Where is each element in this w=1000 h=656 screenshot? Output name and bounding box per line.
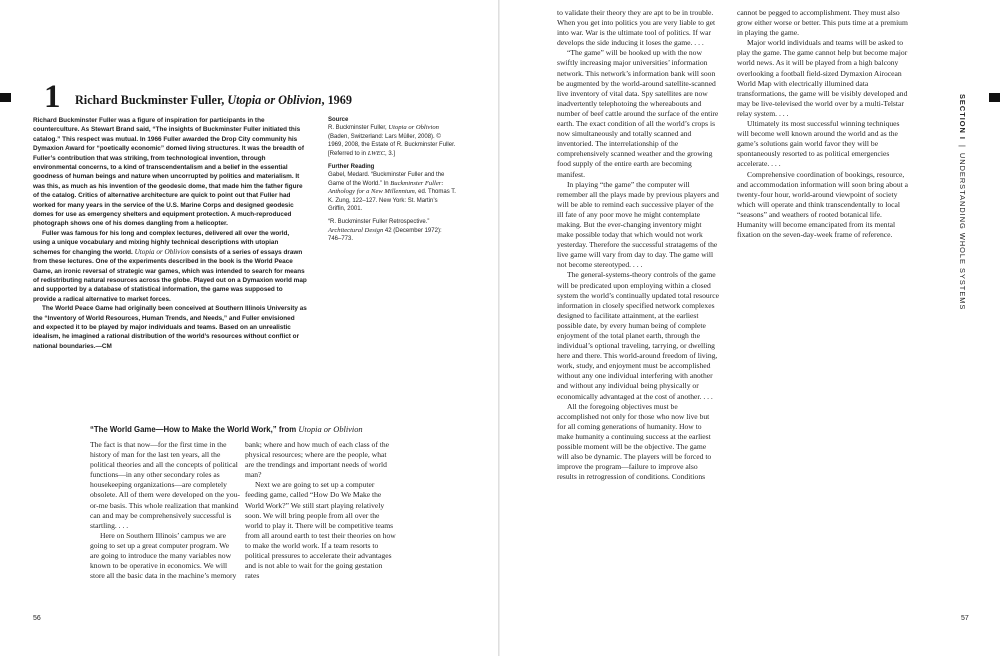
source-block <box>328 116 456 158</box>
excerpt-heading: “The World Game—How to Make the World Work,” from Utopia or Oblivion <box>90 425 363 434</box>
body-paragraph: The general-systems-theory controls of the game will be predicated upon employing within a closed system the world’s continually updated total resource information in closely specified network complexes designed to facilitate attainment, at the earliest possible date, by every human being of complete enjoyment of the total planet earth, through the individual’s optional traveling, tarrying, or dwelling here and there. This world-around freedom of living, work, study, and enjoyment must be accomplished without any one individual interfering with another and without any individual being physically or economically advantaged at the cost of another. . . . <box>557 270 719 401</box>
body-paragraph: “The game” will be hooked up with the now swiftly increasing major universities’ information network. This network’s information bank will soon be augmented by the world-around satellite-scanned live inventory of vital data. Spy satellites are now inadvertently telephotoing the whereabouts and number of beef cattle around the surface of the entire earth. The exact condition of all the world’s crops is now simultaneously and totally scanned and inventoried. The interrelationship of the comprehensively scanned weather and the growing food supply of the entire earth are becoming manifest. <box>557 48 719 179</box>
body-column <box>90 440 240 581</box>
intro-paragraph: The World Peace Game had originally been conceived at Southern Illinois University as the “Inventory of World Resources, Human Trends, and Needs,” and Fuller envisioned and expected it to be played by major individuals and teams. Based on an unrealistic idealism, he imagined a rational distribution of the world’s resources without conflict or national boundaries.—CM <box>33 305 307 350</box>
chapter-title <box>75 93 352 108</box>
body-column <box>245 440 397 581</box>
chapter-author: Richard Buckminster Fuller, <box>75 93 228 107</box>
intro-paragraph: Richard Buckminster Fuller was a figure of inspiration for participants in the counterculture. As Stewart Brand said, “The insights of Buckminster Fuller initiated this catalog.” This respect was mutual. In 1966 Fuller awarded the Drop City community his Dymaxion Award for “poetically economic” domed living structures. It was the breadth of Fuller’s contribution that was striking, from technological invention, through environmental concerns, to a kind of transcendentalism and a belief in the essential goodness of human beings and nature when uncorrupted by politics and materialism. It was this, as much as his invention of the geodesic dome, that made him the father figure of the catalog. Critics of alternative architecture are quick to point out that Fuller had worked for many years in the service of the U.S. Marine Corps and designed geodesic domes for use as emergency shelters and equipment protection. A much-reproduced photograph shows one of his domes dangling from a helicopter. <box>33 117 304 228</box>
page-number-right: 57 <box>961 615 969 622</box>
source-sidebar <box>328 116 456 249</box>
body-column <box>737 8 910 240</box>
body-paragraph: Here on Southern Illinois’ campus we are going to set up a great computer program. We are going to introduce the many variables now known to be operative in economics. We will store all the basic data in the machine’s memory <box>90 530 237 581</box>
section-edge-marker <box>989 93 1000 102</box>
body-paragraph: The fact is that now—for the first time in the history of man for the last ten years, all the political theories and all the concepts of political functions—in any other secondary roles as housekeeping organizations—are completely obsolete. All of them were developed on the you-or-me basis. This whole realization that mankind can and may be comprehensively successful is startling. . . . <box>90 440 240 530</box>
body-paragraph: cannot be pegged to accomplishment. They must also grow either worse or better. This puts time at a premium in playing the game. <box>737 8 908 38</box>
body-paragraph: Comprehensive coordination of bookings, resource, and accommodation information will soon bring about a twenty-four hour, world-around viewpoint of society which will operate and think transcendentally to local “seasons” and weathers of rooted botanical life. Humanity will become emancipated from its mental fixation on the seven-day-week frame of reference. <box>737 169 909 240</box>
intro-paragraph: Fuller was famous for his long and complex lectures, delivered all over the world, using a unique vocabulary and mixing highly technical descriptions with utopian schemes for changing the world. Utopia or Oblivion consists of a series of essays drawn from these lectures. One of the experiments described in the book is the World Peace Game, an ironic reversal of strategic war games, which was intended to search for means of redistributing natural resources across the globe. Played out on a Dymaxion world map and supported by a database of statistical information, the game was supposed to provide a radical alternative to market forces. <box>33 229 307 303</box>
section-edge-marker <box>0 93 11 102</box>
further-reading-entry: Gabel, Medard. “Buckminster Fuller and the Game of the World.” In Buckminster Fuller: Anthology for a New Millennium, ed. Thomas T. K. Zung, 122–127. New York: St. Martin’s Griffin, 2001. <box>328 172 456 213</box>
body-paragraph: Major world individuals and teams will be asked to play the game. The game cannot help but become major world news. As it will be played from a high balcony overlooking a football field-sized Dymaxion Airocean World Map with electrically illumined data transformations, the game will be visibly developed and may be live-televised the world over by a multi-Telstar relay system. . . . <box>737 38 908 118</box>
body-paragraph: bank; where and how much of each class of the physical resources; where are the people, what are the trendings and important needs of world man? <box>245 440 390 480</box>
further-reading-entry: “R. Buckminster Fuller Retrospective.” Architectural Design 42 (December 1972): 746–773. <box>328 219 442 243</box>
body-column <box>557 8 719 482</box>
chapter-number: 1 <box>44 79 61 115</box>
running-head <box>958 94 967 310</box>
page-number-left: 56 <box>33 615 41 622</box>
section-title: UNDERSTANDING WHOLE SYSTEMS <box>958 152 967 311</box>
chapter-work-title: Utopia or Oblivion <box>227 93 322 107</box>
section-label: SECTION I <box>958 94 967 140</box>
further-reading-block <box>328 163 456 244</box>
intro-text <box>33 116 307 351</box>
running-head-separator: | <box>958 144 967 148</box>
source-heading: Source <box>328 117 349 123</box>
body-paragraph: Next we are going to set up a computer feeding game, called “How Do We Make the World Work?” We still start playing relatively soon. We will bring people from all over the world to play it. There will be competitive teams from all around earth to test their theories on how to make the world work. If a team resorts to political pressures to accelerate their advantages and is not able to wait for the going gestation rates <box>245 480 396 581</box>
further-reading-heading: Further Reading <box>328 164 375 171</box>
source-citation: R. Buckminster Fuller, Utopia or Oblivion (Baden, Switzerland: Lars Müller, 2008). © 1969, 2008, the Estate of R. Buckminster Fuller. [Referred to in LWEC, 3.] <box>328 124 456 157</box>
body-paragraph: Ultimately its most successful winning techniques will become well known around the world and as the game’s solutions gain world favor they will be spontaneously resorted to as political emergencies accelerate. . . . <box>737 119 900 169</box>
body-paragraph: All the foregoing objectives must be accomplished not only for those who now live but for all coming generations of humanity. How to make humanity a continuing success at the earliest possible moment will be the objective. The game will also be dynamic. The players will be forced to improve the program—failure to improve also results in retrogression of conditions. Conditions <box>557 401 712 482</box>
body-paragraph: In playing “the game” the computer will remember all the plays made by previous players and will be able to remind each successive player of the ill fate of any poor move he might contemplate making. But the ever-changing inventory might make possible today that which would not work yesterday. Therefore the successful stratagems of the live game will vary from day to day. The game will not become stereotyped. . . . <box>557 179 719 270</box>
chapter-year: , 1969 <box>321 93 352 107</box>
body-paragraph: to validate their theory they are apt to be in trouble. When you get into politics you are very liable to get into war. War is the ultimate tool of politics. If war develops the side inducing it loses the game. . . . <box>557 8 716 48</box>
